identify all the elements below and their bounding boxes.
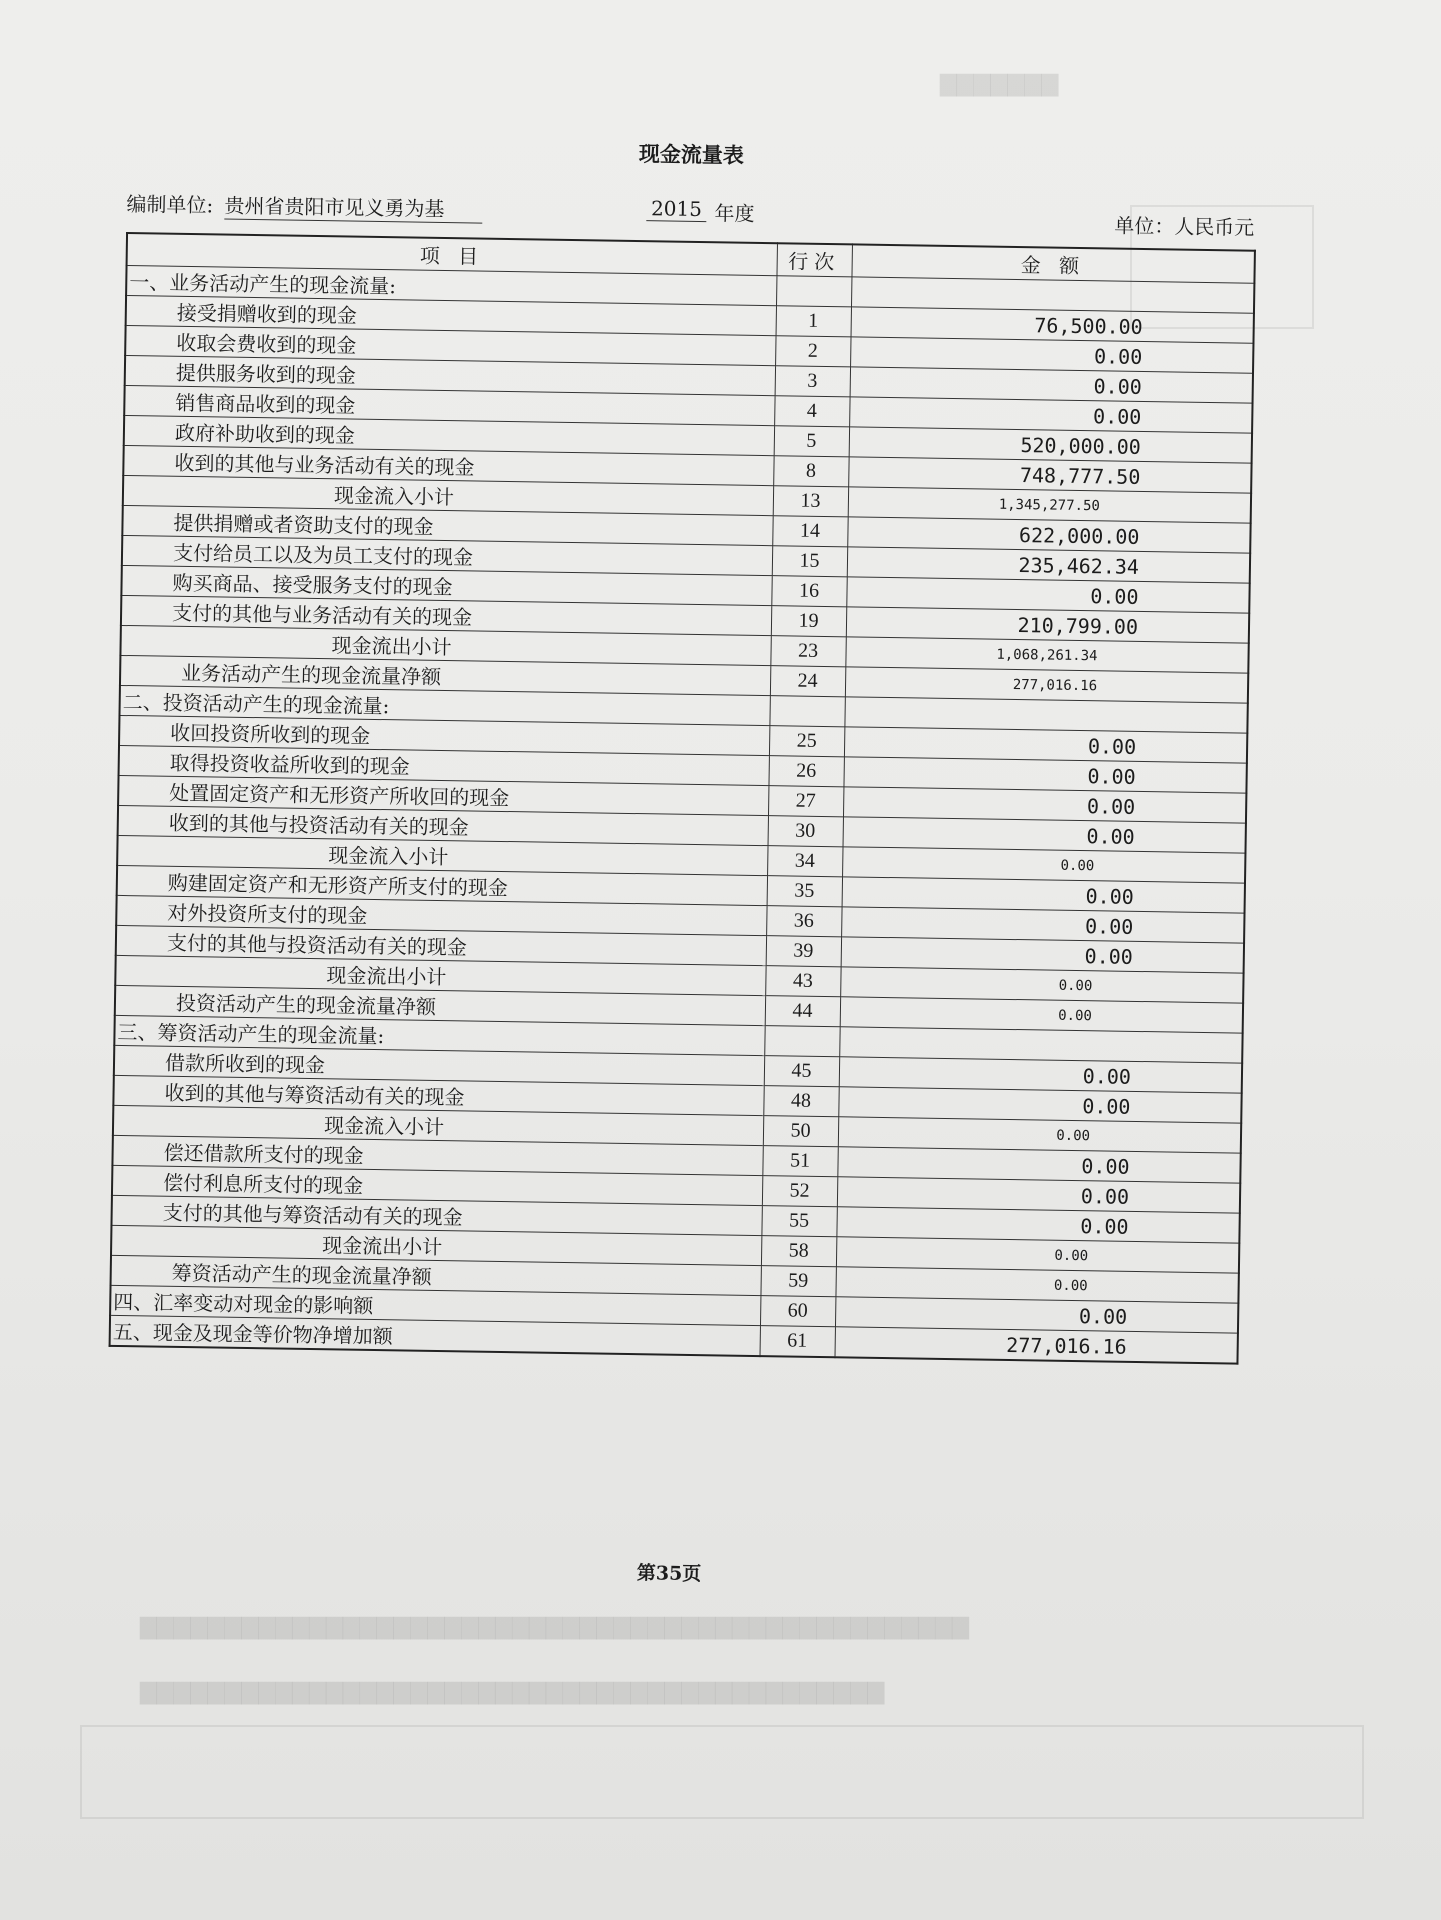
row-amount: 235,462.34 (847, 547, 1250, 583)
row-number (776, 276, 851, 307)
row-item-label: 取得投资收益所收到的现金 (119, 745, 769, 785)
row-amount: 0.00 (840, 967, 1243, 1003)
row-item-label: 一、业务活动产生的现金流量: (126, 265, 776, 305)
row-number: 45 (764, 1056, 839, 1087)
table-body (110, 265, 1255, 1363)
row-number: 1 (776, 306, 851, 337)
row-amount: 0.00 (841, 907, 1244, 943)
row-amount: 277,016.16 (834, 1327, 1237, 1364)
row-item-label: 提供捐赠或者资助支付的现金 (122, 505, 772, 545)
row-item-label: 支付的其他与筹资活动有关的现金 (111, 1195, 761, 1235)
header-row-no: 行次 (776, 243, 852, 277)
row-item-label: 现金流入小计 (123, 475, 773, 515)
row-amount: 0.00 (839, 1057, 1242, 1093)
row-item-label: 偿付利息所支付的现金 (112, 1165, 762, 1205)
row-amount: 0.00 (840, 997, 1243, 1033)
header-item: 项 目 (127, 233, 777, 276)
row-item-label: 借款所收到的现金 (114, 1045, 764, 1085)
row-number: 19 (771, 606, 846, 637)
row-number: 27 (768, 786, 843, 817)
row-number: 43 (765, 966, 840, 997)
row-amount: 0.00 (835, 1267, 1238, 1303)
row-number: 13 (773, 486, 848, 517)
row-item-label: 收取会费收到的现金 (125, 325, 775, 365)
row-item-label: 接受捐赠收到的现金 (126, 295, 776, 335)
row-amount: 0.00 (844, 727, 1247, 763)
row-number: 25 (769, 726, 844, 757)
row-number: 61 (760, 1326, 835, 1358)
row-number: 15 (772, 546, 847, 577)
row-number (769, 696, 844, 727)
cash-flow-table (109, 232, 1256, 1365)
row-item-label: 支付给员工以及为员工支付的现金 (122, 535, 772, 575)
statement-sheet (112, 110, 1256, 1586)
row-number: 2 (775, 336, 850, 367)
row-amount: 0.00 (837, 1177, 1240, 1213)
row-item-label: 现金流出小计 (115, 955, 765, 995)
row-amount: 0.00 (846, 577, 1249, 613)
row-item-label: 收回投资所收到的现金 (119, 715, 769, 755)
row-item-label: 对外投资所支付的现金 (116, 895, 766, 935)
row-item-label: 提供服务收到的现金 (125, 355, 775, 395)
row-amount: 0.00 (849, 397, 1252, 433)
row-number: 36 (766, 906, 841, 937)
row-number: 24 (770, 666, 845, 697)
row-amount: 0.00 (838, 1087, 1241, 1123)
bleed-through-text: ▇▇▇▇▇▇▇▇▇▇▇▇▇▇▇▇▇▇▇▇▇▇▇▇▇▇▇▇▇▇▇▇▇▇▇▇▇▇▇▇▇▇▇▇▇▇▇▇▇ (140, 1615, 970, 1640)
row-item-label: 现金流出小计 (120, 625, 770, 665)
bleed-through-text: ▇▇▇▇▇▇▇▇▇▇▇▇▇▇▇▇▇▇▇▇▇▇▇▇▇▇▇▇▇▇▇▇▇▇▇▇▇▇▇▇▇▇▇▇ (140, 1680, 885, 1705)
row-item-label: 购建固定资产和无形资产所支付的现金 (117, 865, 767, 905)
row-amount: 0.00 (843, 787, 1246, 823)
row-amount: 0.00 (835, 1297, 1238, 1333)
org-value: 贵州省贵阳市见义勇为基 (224, 190, 482, 224)
row-number: 8 (773, 456, 848, 487)
row-number: 59 (760, 1266, 835, 1297)
row-amount: 0.00 (850, 337, 1253, 373)
row-number: 51 (762, 1146, 837, 1177)
row-item-label: 现金流入小计 (117, 835, 767, 875)
row-item-label: 业务活动产生的现金流量净额 (120, 655, 770, 695)
bleed-through-box (80, 1725, 1364, 1819)
row-item-label: 购买商品、接受服务支付的现金 (121, 565, 771, 605)
row-number: 39 (766, 936, 841, 967)
row-number: 60 (760, 1296, 835, 1327)
row-item-label: 收到的其他与投资活动有关的现金 (118, 805, 768, 845)
row-item-label: 支付的其他与投资活动有关的现金 (116, 925, 766, 965)
row-number (764, 1026, 839, 1057)
row-item-label: 处置固定资产和无形资产所收回的现金 (118, 775, 768, 815)
row-amount: 1,345,277.50 (848, 487, 1251, 523)
row-number: 23 (770, 636, 845, 667)
row-amount: 748,777.50 (848, 457, 1251, 493)
row-item-label: 筹资活动产生的现金流量净额 (111, 1255, 761, 1295)
row-number: 34 (767, 846, 842, 877)
row-amount: 76,500.00 (851, 307, 1254, 343)
org-label: 编制单位: (126, 191, 214, 218)
row-item-label: 五、现金及现金等价物净增加额 (110, 1315, 760, 1356)
row-item-label: 支付的其他与业务活动有关的现金 (121, 595, 771, 635)
year-suffix: 年度 (714, 201, 755, 226)
row-amount: 0.00 (842, 847, 1245, 883)
row-number: 44 (765, 996, 840, 1027)
row-item-label: 现金流入小计 (113, 1105, 763, 1145)
page-title: 现金流量表 (638, 141, 745, 168)
row-number: 30 (768, 816, 843, 847)
row-item-label: 偿还借款所支付的现金 (112, 1135, 762, 1175)
row-amount: 0.00 (837, 1147, 1240, 1183)
row-number: 52 (762, 1176, 837, 1207)
row-item-label: 销售商品收到的现金 (124, 385, 774, 425)
row-item-label: 二、投资活动产生的现金流量: (119, 685, 769, 725)
page-number: 第35页 (636, 1562, 702, 1586)
year-value: 2015 (646, 196, 706, 222)
row-amount: 1,068,261.34 (845, 637, 1248, 673)
bleed-through-text: ▇▇▇▇▇▇▇ (940, 72, 1059, 97)
row-amount: 277,016.16 (845, 667, 1248, 703)
header-amount: 金 额 (851, 244, 1254, 283)
row-amount: 520,000.00 (849, 427, 1252, 463)
row-item-label: 收到的其他与筹资活动有关的现金 (113, 1075, 763, 1115)
row-number: 26 (768, 756, 843, 787)
row-item-label: 收到的其他与业务活动有关的现金 (123, 445, 773, 485)
row-amount: 0.00 (841, 937, 1244, 973)
row-amount: 0.00 (843, 817, 1246, 853)
row-number: 50 (763, 1116, 838, 1147)
row-number: 48 (763, 1086, 838, 1117)
row-number: 5 (774, 426, 849, 457)
row-amount: 0.00 (836, 1237, 1239, 1273)
row-amount: 0.00 (843, 757, 1246, 793)
row-number: 16 (771, 576, 846, 607)
row-item-label: 现金流出小计 (111, 1225, 761, 1265)
row-number: 58 (761, 1236, 836, 1267)
row-amount: 0.00 (842, 877, 1245, 913)
row-number: 35 (767, 876, 842, 907)
row-number: 4 (774, 396, 849, 427)
row-item-label: 四、汇率变动对现金的影响额 (110, 1285, 760, 1325)
row-number: 55 (761, 1206, 836, 1237)
row-amount: 0.00 (836, 1207, 1239, 1243)
currency-unit: 单位：人民币元 (1114, 213, 1255, 240)
row-amount: 622,000.00 (847, 517, 1250, 553)
row-amount: 0.00 (850, 367, 1253, 403)
row-number: 14 (772, 516, 847, 547)
row-item-label: 政府补助收到的现金 (124, 415, 774, 455)
row-amount: 210,799.00 (846, 607, 1249, 643)
row-item-label: 投资活动产生的现金流量净额 (115, 985, 765, 1025)
row-number: 3 (775, 366, 850, 397)
row-item-label: 三、筹资活动产生的现金流量: (114, 1015, 764, 1055)
row-amount: 0.00 (838, 1117, 1241, 1153)
